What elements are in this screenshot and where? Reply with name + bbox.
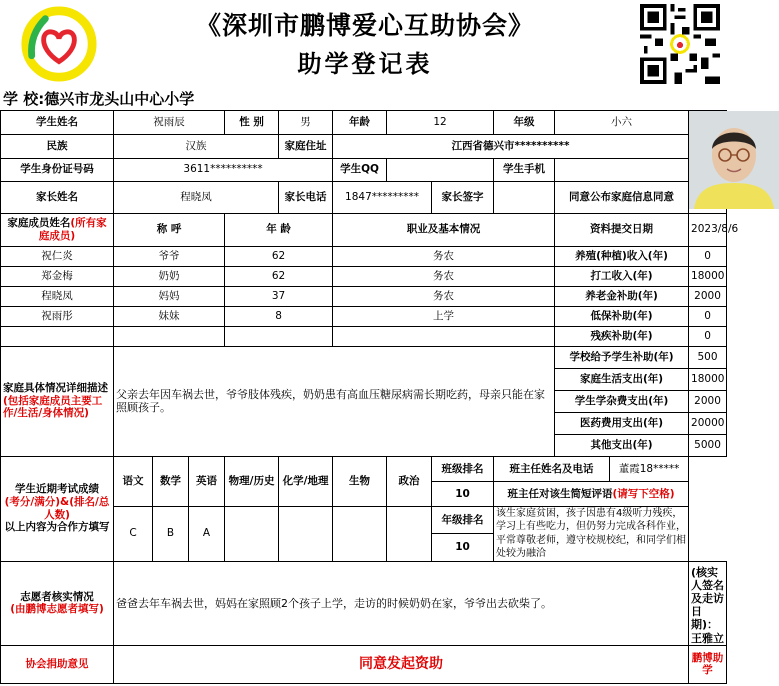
member-name: 祝仁炎 [1,246,114,266]
finance-label: 学校给予学生补助(年) [555,346,689,368]
situation-text: 父亲去年因车祸去世，爷爷肢体残疾，奶奶患有高血压糖尿病需长期吃药，母亲只能在家照顾孩子。 [114,346,555,456]
finance-label: 养老金补助(年) [555,286,689,306]
teacher-cell [494,456,689,506]
address-label: 家庭住址 [279,135,333,158]
header [0,0,728,88]
finance-value: 0 [689,326,727,346]
age-value: 12 [387,111,494,135]
subject-grade [387,506,432,561]
subject-header: 语文 [114,456,153,506]
qq-value [387,158,494,181]
form-title: 《深圳市鹏博爱心互助协会》 [195,11,534,40]
finance-label: 医药费用支出(年) [555,412,689,434]
gender-label: 性 别 [225,111,279,135]
finance-label: 打工收入(年) [555,266,689,286]
age-header: 年 龄 [225,213,333,246]
situation-label [1,346,114,456]
grade-value: 小六 [555,111,689,135]
finance-label: 残疾补助(年) [555,326,689,346]
family-header-note: (所有家庭成员) [38,217,107,242]
teacher-comment: 该生家庭贫困，孩子因患有4级听力残疾，学习上有些吃力，但仍努力完成各科作业，平常尊敬老师，遵守校规校纪，和同学们相处较为融洽 [494,506,689,561]
subject-grade [279,506,333,561]
member-job: 务农 [333,246,555,266]
finance-label: 家庭生活支出(年) [555,368,689,390]
subject-header: 物理/历史 [225,456,279,506]
org-name: 鹏博助学 [689,645,727,683]
exam-label-note: (考分/满分)&(排名/总人数) [4,496,110,521]
job-header: 职业及基本情况 [333,213,555,246]
member-name: 程晓凤 [1,286,114,306]
funding-decision: 同意发起资助 [114,645,689,683]
finance-value: 2000 [689,390,727,412]
subject-grade: A [189,506,225,561]
gender-value: 男 [279,111,333,135]
member-relation [114,326,225,346]
subject-header: 政治 [387,456,432,506]
school-name: 德兴市龙头山中心小学 [44,90,195,108]
id-number-value: 3611********** [114,158,333,181]
member-age: 62 [225,246,333,266]
finance-value: 5000 [689,434,727,456]
teacher-label: 班主任姓名及电话 [509,462,594,475]
submit-date-label: 资料提交日期 [555,213,689,246]
exam-label [1,456,114,561]
finance-label: 养殖(种植)收入(年) [555,246,689,266]
finance-value: 2000 [689,286,727,306]
finance-label: 学生学杂费支出(年) [555,390,689,412]
exam-label-footnote: 以上内容为合作方填写 [4,521,110,534]
parent-name-value: 程晓凤 [114,181,279,213]
registration-form [0,110,739,684]
ethnicity-value: 汉族 [114,135,279,158]
subject-header: 生物 [333,456,387,506]
finance-label: 其他支出(年) [555,434,689,456]
class-rank-cell [432,456,494,506]
subject-header: 英语 [189,456,225,506]
volunteer-label [1,561,114,645]
member-name [1,326,114,346]
id-number-label: 学生身份证号码 [1,158,114,181]
finance-value: 18000 [689,266,727,286]
subject-grade: B [153,506,189,561]
parent-phone-value: 1847********* [333,181,432,213]
form-subtitle: 助学登记表 [297,49,433,78]
finance-value: 18000 [689,368,727,390]
member-age: 8 [225,306,333,326]
address-value: 江西省德兴市********** [333,135,689,158]
finance-label: 低保补助(年) [555,306,689,326]
volunteer-label-note: (由鹏博志愿者填写) [10,603,104,616]
grade-rank-label: 年级排名 [432,506,494,534]
member-job: 务农 [333,266,555,286]
grade-rank-value: 10 [432,534,494,562]
submit-date-value: 2023/8/6 [689,213,727,246]
comment-label: 班主任对该生简短评语 [507,487,613,500]
student-name: 祝雨辰 [114,111,225,135]
heart-logo-icon [20,5,98,83]
member-name: 祝雨彤 [1,306,114,326]
parent-name-label: 家长姓名 [1,181,114,213]
grade-label: 年级 [494,111,555,135]
member-relation: 奶奶 [114,266,225,286]
subject-grade: C [114,506,153,561]
student-name-label: 学生姓名 [1,111,114,135]
class-rank-label: 班级排名 [432,457,493,482]
opinion-label: 协会捐助意见 [1,645,114,683]
family-header-text: 家庭成员姓名 [7,217,71,229]
situation-label-note: (包括家庭成员主要工作/生活/身体情况) [3,394,103,420]
qq-label: 学生QQ [333,158,387,181]
finance-value: 500 [689,346,727,368]
member-job [333,326,555,346]
volunteer-signer: (核实人签名及走访日期)：王雅立 [689,561,727,645]
parent-sign-value [494,181,555,213]
subject-grade [333,506,387,561]
consent-label: 同意公布家庭信息同意 [555,181,689,213]
member-age [225,326,333,346]
family-header [1,213,114,246]
subject-header: 化学/地理 [279,456,333,506]
member-job: 务农 [333,286,555,306]
school-line [3,88,194,109]
parent-sign-label: 家长签字 [432,181,494,213]
age-label: 年龄 [333,111,387,135]
subject-header: 数学 [153,456,189,506]
relation-header: 称 呼 [114,213,225,246]
finance-value: 0 [689,306,727,326]
volunteer-label-text: 志愿者核实情况 [20,590,94,603]
finance-value: 20000 [689,412,727,434]
parent-phone-label: 家长电话 [279,181,333,213]
class-rank-value: 10 [455,487,470,500]
member-relation: 妹妹 [114,306,225,326]
student-phone-label: 学生手机 [494,158,555,181]
school-label: 学 校: [3,90,45,108]
finance-value: 0 [689,246,727,266]
subject-grade [225,506,279,561]
situation-label-text: 家庭具体情况详细描述 [3,382,108,395]
volunteer-text: 爸爸去年车祸去世，妈妈在家照顾2个孩子上学，走访的时候奶奶在家，爷爷出去砍柴了。 [114,561,689,645]
student-photo [689,111,727,214]
exam-label-text: 学生近期考试成绩 [15,483,99,496]
qr-code-icon [640,4,720,84]
comment-label-note: (请写下空格) [612,487,675,500]
member-age: 37 [225,286,333,306]
member-age: 62 [225,266,333,286]
member-name: 郑金梅 [1,266,114,286]
member-relation: 爷爷 [114,246,225,266]
teacher-value: 董霞18***** [609,457,688,481]
ethnicity-label: 民族 [1,135,114,158]
student-phone-value [555,158,689,181]
member-relation: 妈妈 [114,286,225,306]
student-photo-image [689,111,779,209]
member-job: 上学 [333,306,555,326]
